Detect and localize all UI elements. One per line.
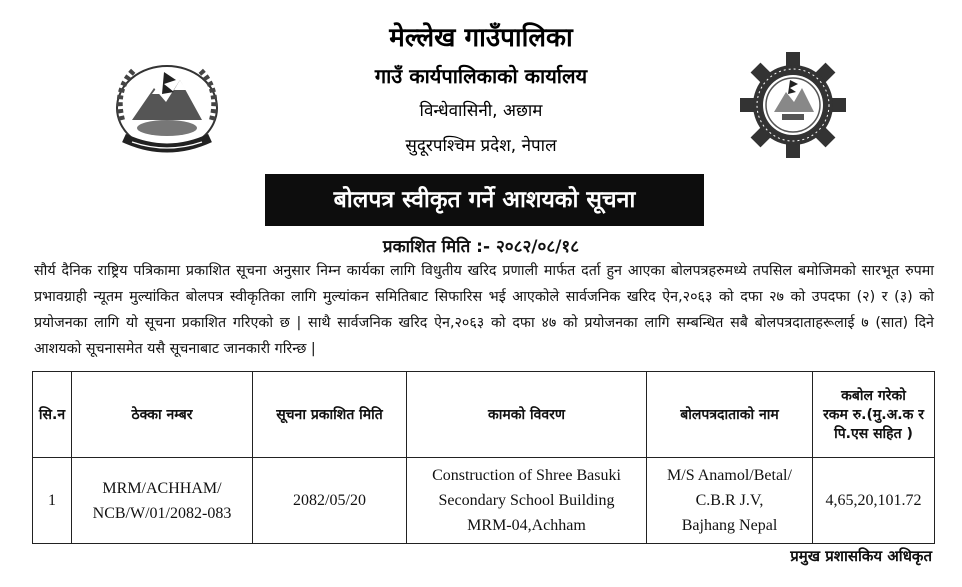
amount-header-line-3: पि.एस सहित ) [834, 426, 913, 442]
notice-body: सौर्य दैनिक राष्ट्रिय पत्रिकामा प्रकाशित सूचना अनुसार निम्न कार्यका लागि विधुतीय खरिद प्रणाली मार्फत दर्ता हुन आएका बोलपत्रहरुमध्ये तपसिल बमोजिमको सारभूत रुपमा प्रभावग्राही न्यूतम मुल्यांकित बोलपत्र स्वीकृतिका लागि मुल्यांकन समितिबाट सिफारिस भई आएकोले सार्वजनिक खरिद ऐन,२०६३ को दफा २७ को उपदफा (२) र (३) को प्रयोजनका लागि यो सूचना प्रकाशित गरिएको छ | साथै सार्वजनिक खरिद ऐन,२०६३ को दफा ४७ को प्रयोजनका लागि सम्बन्धित सबै बोलपत्रदाताहरूलाई ७ (सात) दिने आशयको सूचनासमेत यसै सूचनाबाट जानकारी गरिन्छ | [34, 263, 934, 357]
cell-bidder [647, 458, 813, 544]
office-name: गाउँ कार्यपालिकाको कार्यालय [374, 64, 588, 88]
amount-header-line-1: कबोल गरेको [841, 388, 906, 404]
col-header-sn: सि.न [33, 372, 72, 458]
col-header-bidder: बोलपत्रदाताको नाम [647, 372, 813, 458]
col-header-work: कामको विवरण [407, 372, 647, 458]
contract-no-line-1: MRM/ACHHAM/ [102, 479, 222, 497]
bid-table [32, 371, 935, 544]
contract-no-line-2: NCB/W/01/2082-083 [92, 504, 232, 522]
col-header-amount [813, 372, 935, 458]
cell-amount: 4,65,20,101.72 [813, 458, 935, 544]
municipality-name: मेल्लेख गाउँपालिका [389, 23, 573, 53]
notice-title: बोलपत्र स्वीकृत गर्ने आशयको सूचना [265, 174, 704, 226]
office-province: सुदूरपश्चिम प्रदेश, नेपाल [405, 136, 557, 156]
cell-notice-date: 2082/05/20 [253, 458, 407, 544]
cell-sn: 1 [33, 458, 72, 544]
table-row [33, 458, 935, 544]
work-line-1: Construction of Shree Basuki [432, 467, 621, 484]
work-line-3: MRM-04,Achham [467, 517, 586, 534]
cell-work [407, 458, 647, 544]
cell-contract-no [72, 458, 253, 544]
signatory: प्रमुख प्रशासकिय अधिकृत [790, 547, 932, 565]
amount-header-line-2: रकम रु.(मु.अ.क र [823, 407, 924, 423]
table-header-row [33, 372, 935, 458]
bidder-line-2: C.B.R J.V, [695, 492, 764, 509]
work-line-2: Secondary School Building [438, 492, 615, 509]
bidder-line-3: Bajhang Nepal [681, 517, 778, 534]
col-header-notice-date: सूचना प्रकाशित मिति [253, 372, 407, 458]
published-date: प्रकाशित मिति :- २०८२/०८/१८ [382, 237, 580, 257]
office-location: विन्धेवासिनी, अछाम [419, 101, 543, 121]
col-header-contract-no: ठेक्का नम्बर [72, 372, 253, 458]
bidder-line-1: M/S Anamol/Betal/ [667, 467, 792, 484]
